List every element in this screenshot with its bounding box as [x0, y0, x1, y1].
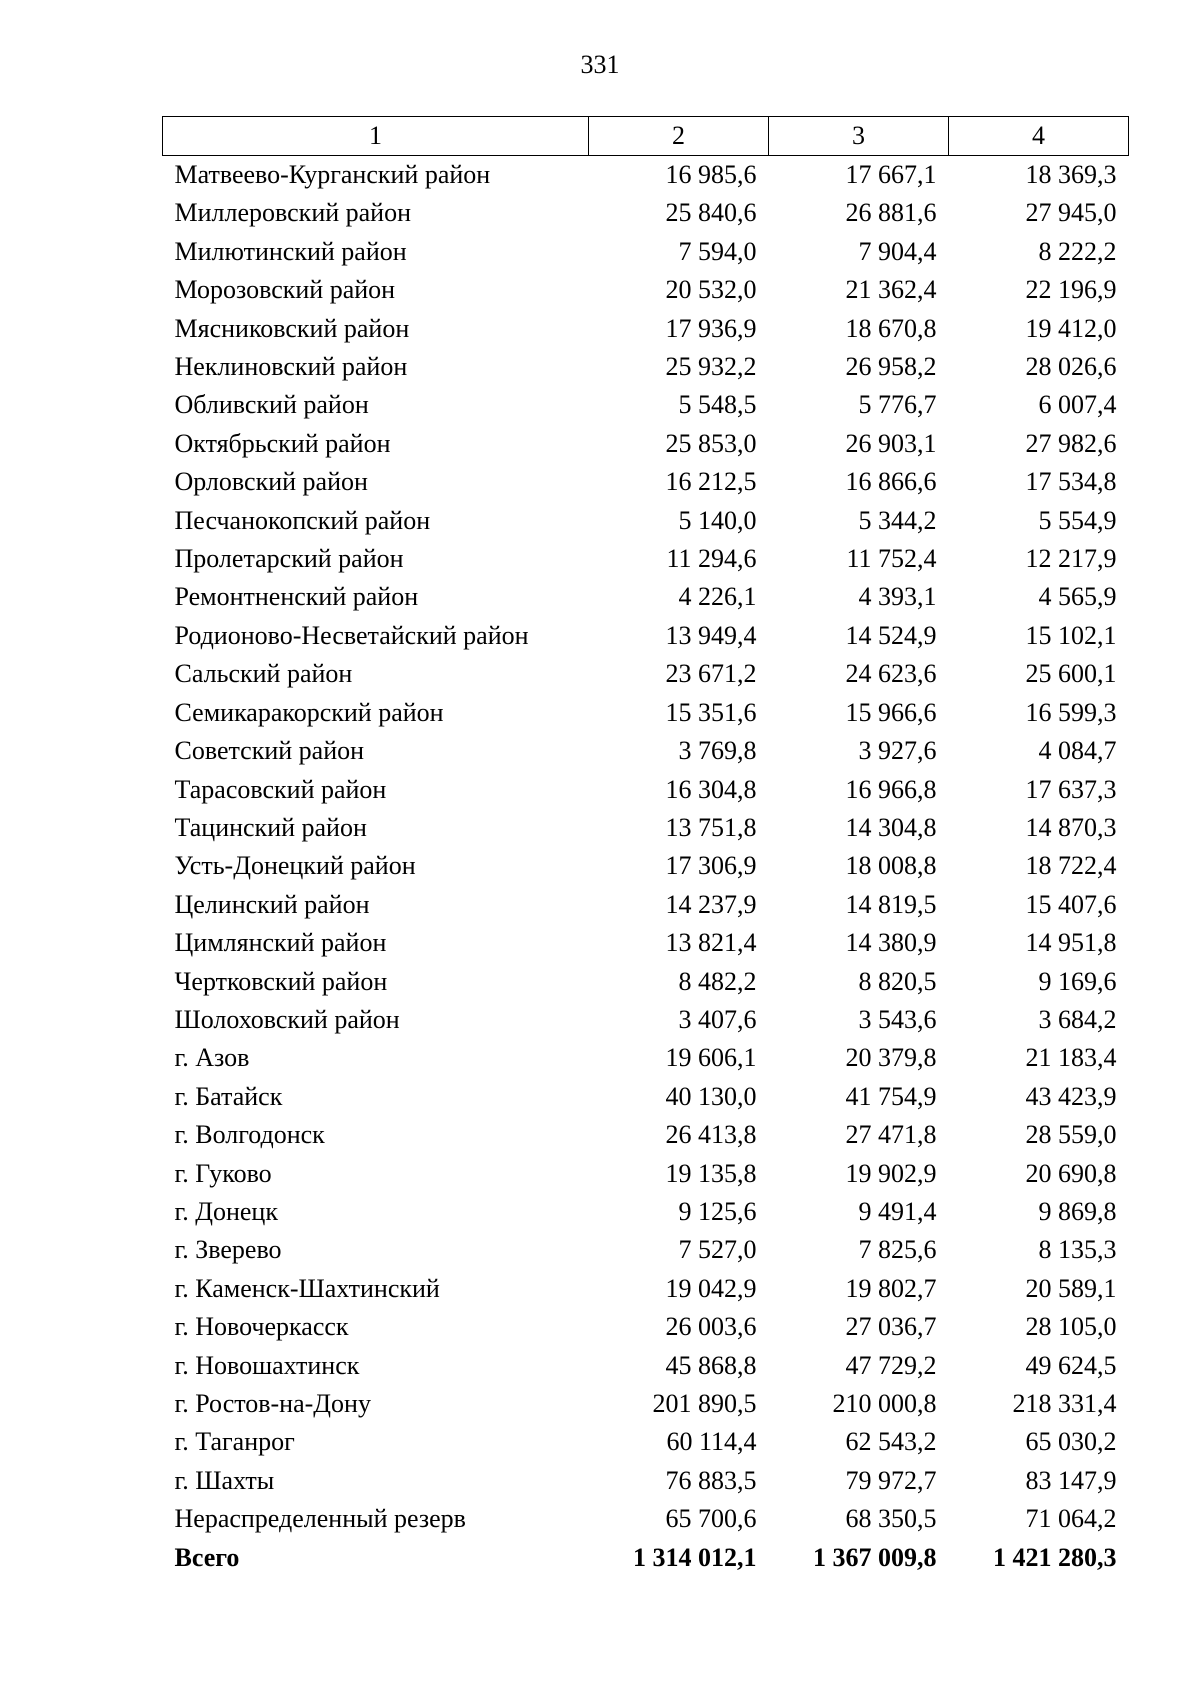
header-cell-4: 4: [949, 117, 1129, 156]
row-value-col2: 26 413,8: [665, 1120, 757, 1150]
row-label: Морозовский район: [174, 275, 396, 305]
row-value-col3: 7 904,4: [858, 236, 937, 266]
table-row: [163, 1001, 1129, 1039]
row-label: Тацинский район: [174, 812, 367, 842]
table-row: [163, 1155, 1129, 1193]
row-label: г. Зверево: [174, 1235, 282, 1265]
row-value-col4: 27 982,6: [1025, 428, 1117, 458]
row-value-col3: 5 344,2: [858, 505, 937, 535]
table-row: [163, 655, 1129, 693]
row-value-col4: 20 690,8: [1025, 1158, 1117, 1188]
row-value-col4: 218 331,4: [1012, 1389, 1117, 1418]
row-value-col2: 26 003,6: [665, 1312, 757, 1342]
row-value-col2: 9 125,6: [678, 1196, 757, 1226]
table-row: [163, 1078, 1129, 1116]
table-row: [163, 233, 1129, 271]
row-value-col3: 27 471,8: [845, 1120, 937, 1150]
row-value-col2: 16 212,5: [665, 467, 757, 497]
row-value-col4: 18 722,4: [1025, 851, 1117, 881]
table-row: [163, 1270, 1129, 1308]
row-value-col3: 15 966,6: [845, 697, 937, 727]
row-value-col2: 19 135,8: [665, 1158, 757, 1188]
table-row: [163, 1462, 1129, 1500]
table-row: [163, 1500, 1129, 1538]
row-value-col2: 17 936,9: [665, 313, 757, 343]
row-value-col2: 40 130,0: [665, 1081, 757, 1111]
row-value-col3: 20 379,8: [845, 1043, 937, 1073]
table-row: [163, 386, 1129, 424]
row-label: Шолоховский район: [174, 1004, 400, 1034]
row-value-col4: 17 637,3: [1025, 774, 1117, 804]
row-label: г. Шахты: [174, 1465, 275, 1495]
row-value-col4: 8 135,3: [1038, 1235, 1117, 1265]
row-label: г. Гуково: [174, 1158, 272, 1188]
table-row: [163, 886, 1129, 924]
row-value-col2: 16 304,8: [665, 774, 757, 804]
row-value-col4: 21 183,4: [1025, 1043, 1117, 1073]
table-row: [163, 617, 1129, 655]
row-value-col3: 27 036,7: [845, 1312, 937, 1342]
row-value-col2: 19 042,9: [665, 1273, 757, 1303]
row-value-col3: 16 966,8: [845, 774, 937, 804]
table-row: [163, 732, 1129, 770]
row-value-col2: 60 114,4: [666, 1427, 757, 1457]
row-value-col3: 26 903,1: [845, 428, 937, 458]
row-value-col4: 15 407,6: [1025, 889, 1117, 919]
row-value-col2: 19 606,1: [665, 1043, 757, 1073]
row-value-col2: 13 949,4: [665, 620, 757, 650]
row-value-col3: 210 000,8: [832, 1389, 937, 1418]
row-label: г. Волгодонск: [174, 1120, 325, 1150]
row-value-col4: 3 684,2: [1038, 1004, 1117, 1034]
row-value-col4: 9 169,6: [1038, 966, 1117, 996]
table-row: [163, 348, 1129, 386]
row-value-col3: 7 825,6: [858, 1235, 937, 1265]
row-value-col2: 17 306,9: [665, 851, 757, 881]
row-value-col3: 68 350,5: [845, 1504, 937, 1534]
row-value-col3: 3 927,6: [858, 736, 937, 766]
page-number: 331: [580, 50, 620, 79]
row-value-col3: 41 754,9: [845, 1081, 937, 1111]
row-value-col2: 15 351,6: [665, 697, 757, 727]
row-value-col3: 14 380,9: [845, 928, 937, 958]
table-row: [163, 463, 1129, 501]
row-value-col2: 11 294,6: [666, 544, 757, 574]
row-value-col2: 20 532,0: [665, 275, 757, 305]
row-value-col2: 76 883,5: [665, 1465, 757, 1495]
row-value-col4: 28 026,6: [1025, 352, 1117, 382]
row-value-col3: 18 670,8: [845, 313, 937, 343]
row-label: г. Азов: [174, 1043, 250, 1073]
header-cell-3: 3: [769, 117, 949, 156]
data-table: [162, 116, 1129, 1577]
table-row: [163, 194, 1129, 232]
row-value-col3: 5 776,7: [858, 390, 937, 420]
row-value-col4: 71 064,2: [1025, 1504, 1117, 1534]
table-row: [163, 310, 1129, 348]
row-label: Родионово-Несветайский район: [174, 620, 529, 650]
table-row: [163, 924, 1129, 962]
table-body: [163, 156, 1129, 1578]
row-value-col2: 16 985,6: [665, 160, 757, 189]
row-value-col4: 20 589,1: [1025, 1273, 1117, 1303]
row-value-col3: 47 729,2: [845, 1350, 937, 1380]
table-row: [163, 809, 1129, 847]
row-label: Орловский район: [174, 467, 368, 497]
row-value-col3: 3 543,6: [858, 1004, 937, 1034]
row-label: Мясниковский район: [174, 313, 410, 343]
table-row: [163, 847, 1129, 885]
row-value-col2: 4 226,1: [678, 582, 757, 612]
row-value-col4: 19 412,0: [1025, 313, 1117, 343]
row-value-col4: 6 007,4: [1038, 390, 1117, 420]
row-value-col2: 25 853,0: [665, 428, 757, 458]
row-value-col4: 83 147,9: [1025, 1465, 1117, 1495]
row-value-col3: 16 866,6: [845, 467, 937, 497]
table-row: [163, 1385, 1129, 1423]
row-value-col4: 5 554,9: [1038, 505, 1117, 535]
header-cell-2: 2: [589, 117, 769, 156]
row-label: г. Батайск: [174, 1081, 283, 1111]
row-value-col4: 25 600,1: [1025, 659, 1117, 689]
row-value-col3: 17 667,1: [845, 160, 937, 189]
row-value-col4: 28 559,0: [1025, 1120, 1117, 1150]
row-value-col4: 18 369,3: [1025, 160, 1117, 189]
row-value-col4: 49 624,5: [1025, 1350, 1117, 1380]
row-value-col4: 16 599,3: [1025, 697, 1117, 727]
row-value-col2: 7 594,0: [678, 236, 757, 266]
row-value-col4: 14 951,8: [1025, 928, 1117, 958]
row-label: Обливский район: [174, 390, 369, 420]
table-row: [163, 1347, 1129, 1385]
table-row: [163, 1231, 1129, 1269]
row-value-col4: 43 423,9: [1025, 1081, 1117, 1111]
header-row: [163, 117, 1129, 156]
row-value-col3: 19 902,9: [845, 1158, 937, 1188]
table-row: [163, 1116, 1129, 1154]
total-value-col3: 1 367 009,8: [813, 1542, 937, 1572]
row-label: Нераспределенный резерв: [174, 1504, 466, 1534]
row-value-col2: 7 527,0: [678, 1235, 757, 1265]
row-value-col3: 19 802,7: [845, 1273, 937, 1303]
row-value-col2: 25 932,2: [665, 352, 757, 382]
row-value-col2: 25 840,6: [665, 198, 757, 228]
row-label: Милютинский район: [174, 236, 407, 266]
row-label: г. Ростов-на-Дону: [174, 1389, 371, 1418]
table-row: [163, 1308, 1129, 1346]
row-value-col2: 13 751,8: [665, 812, 757, 842]
table-row: [163, 578, 1129, 616]
row-label: Семикаракорский район: [174, 697, 444, 727]
table-row: [163, 1193, 1129, 1231]
row-value-col2: 201 890,5: [652, 1389, 757, 1418]
row-label: Октябрьский район: [174, 428, 391, 458]
row-label: Песчанокопский район: [174, 505, 431, 535]
table-row: [163, 502, 1129, 540]
row-label: г. Новочеркасск: [174, 1312, 349, 1342]
row-label: Чертковский район: [174, 966, 388, 996]
row-value-col3: 9 491,4: [858, 1196, 937, 1226]
table-row: [163, 540, 1129, 578]
row-label: Ремонтненский район: [174, 582, 419, 612]
total-value-col4: 1 421 280,3: [993, 1542, 1117, 1572]
table-row: [163, 1039, 1129, 1077]
row-value-col4: 27 945,0: [1025, 198, 1117, 228]
total-row: [163, 1539, 1129, 1577]
row-label: Тарасовский район: [174, 774, 387, 804]
row-value-col4: 9 869,8: [1038, 1196, 1117, 1226]
row-label: г. Каменск-Шахтинский: [174, 1273, 440, 1303]
row-label: г. Таганрог: [174, 1427, 295, 1457]
row-label: Усть-Донецкий район: [174, 851, 416, 881]
row-value-col2: 3 769,8: [678, 736, 757, 766]
row-value-col3: 62 543,2: [845, 1427, 937, 1457]
total-value-col2: 1 314 012,1: [633, 1542, 757, 1572]
row-label: Миллеровский район: [174, 198, 412, 228]
row-value-col4: 14 870,3: [1025, 812, 1117, 842]
row-value-col3: 4 393,1: [858, 582, 937, 612]
row-value-col2: 13 821,4: [665, 928, 757, 958]
row-value-col4: 12 217,9: [1025, 544, 1117, 574]
table-row: [163, 271, 1129, 309]
row-value-col4: 22 196,9: [1025, 275, 1117, 305]
row-value-col3: 14 304,8: [845, 812, 937, 842]
row-value-col3: 79 972,7: [845, 1465, 937, 1495]
row-value-col4: 8 222,2: [1038, 236, 1117, 266]
row-value-col2: 5 140,0: [678, 505, 757, 535]
row-value-col4: 17 534,8: [1025, 467, 1117, 497]
row-value-col4: 65 030,2: [1025, 1427, 1117, 1457]
header-cell-1: 1: [163, 117, 589, 156]
row-value-col4: 28 105,0: [1025, 1312, 1117, 1342]
row-value-col3: 26 881,6: [845, 198, 937, 228]
row-value-col3: 8 820,5: [858, 966, 937, 996]
row-value-col3: 11 752,4: [846, 544, 937, 574]
row-label: г. Донецк: [174, 1196, 278, 1226]
row-value-col3: 21 362,4: [845, 275, 937, 305]
row-value-col3: 18 008,8: [845, 851, 937, 881]
row-value-col2: 8 482,2: [678, 966, 757, 996]
row-value-col2: 14 237,9: [665, 889, 757, 919]
table-row: [163, 771, 1129, 809]
table-row: [163, 694, 1129, 732]
row-value-col2: 23 671,2: [665, 659, 757, 689]
row-label: Целинский район: [174, 889, 370, 919]
table-row: [163, 1423, 1129, 1461]
row-value-col4: 4 084,7: [1038, 736, 1117, 766]
row-value-col4: 4 565,9: [1038, 582, 1117, 612]
row-value-col2: 3 407,6: [678, 1004, 757, 1034]
table-row: [163, 156, 1129, 195]
row-value-col2: 5 548,5: [678, 390, 757, 420]
row-label: Пролетарский район: [174, 544, 404, 574]
row-label: Цимлянский район: [174, 928, 387, 958]
row-label: г. Новошахтинск: [174, 1350, 360, 1380]
row-label: Матвеево-Курганский район: [174, 160, 491, 189]
row-value-col2: 65 700,6: [665, 1504, 757, 1534]
table-row: [163, 963, 1129, 1001]
row-value-col4: 15 102,1: [1025, 620, 1117, 650]
row-value-col3: 26 958,2: [845, 352, 937, 382]
row-value-col3: 24 623,6: [845, 659, 937, 689]
row-label: Сальский район: [174, 659, 353, 689]
row-value-col3: 14 524,9: [845, 620, 937, 650]
row-label: Неклиновский район: [174, 352, 408, 382]
row-value-col3: 14 819,5: [845, 889, 937, 919]
table-row: [163, 425, 1129, 463]
row-value-col2: 45 868,8: [665, 1350, 757, 1380]
row-label: Советский район: [174, 736, 365, 766]
total-label: Всего: [174, 1542, 240, 1572]
table-header: [163, 117, 1129, 156]
